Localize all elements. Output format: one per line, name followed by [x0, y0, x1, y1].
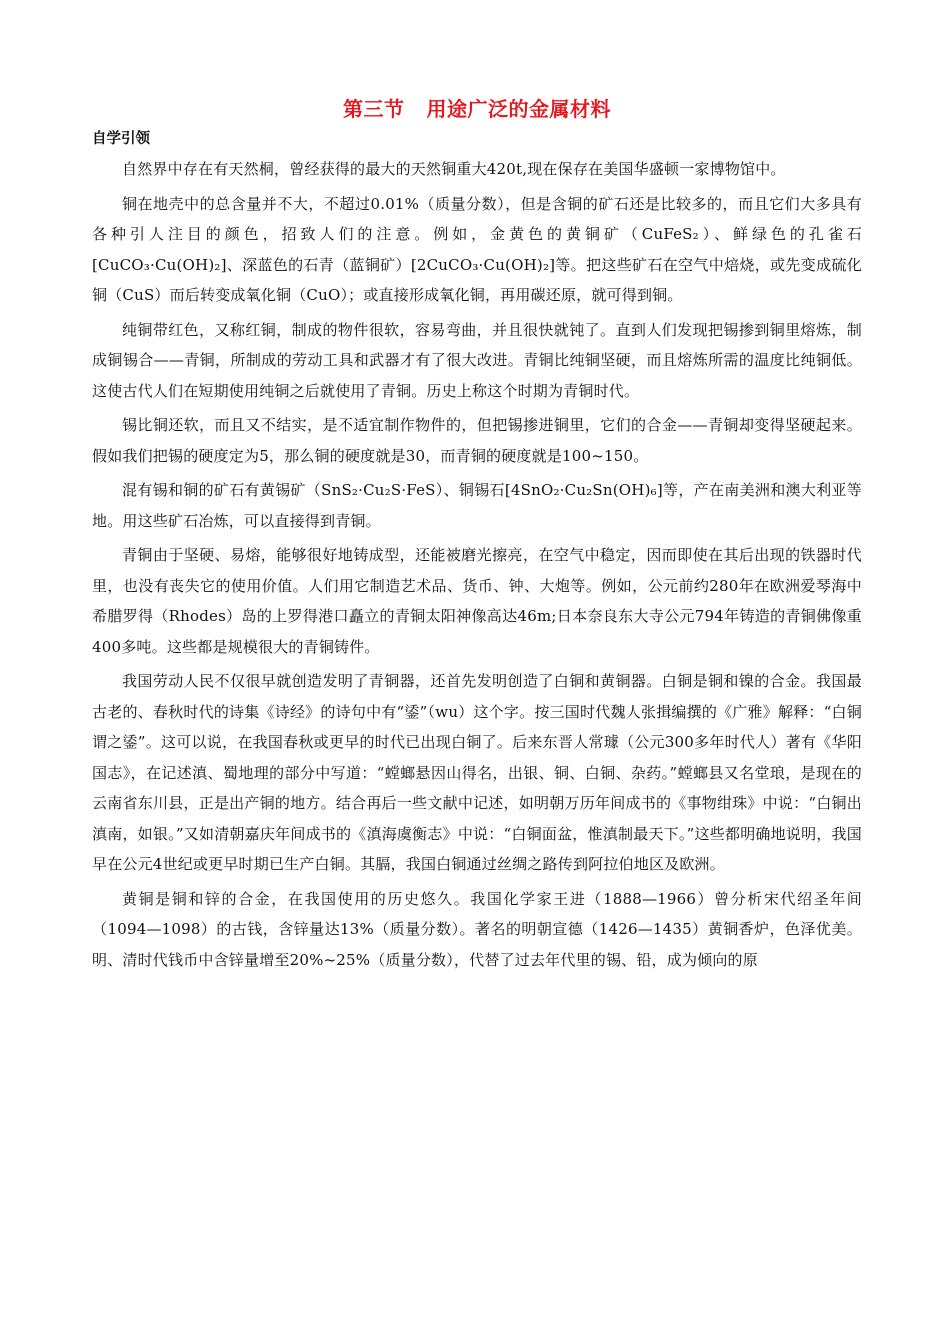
section-heading: 自学引领	[92, 131, 150, 147]
title-text: 用途广泛的金属材料	[426, 97, 611, 121]
paragraph-bronze-uses: 青铜由于坚硬、易熔，能够很好地铸成型，还能被磨光擦亮，在空气中稳定，因而即使在其后出现的铁器时代里，也没有丧失它的使用价值。人们用它制造艺术品、货币、钟、大炮等。例如，公元前约280年在欧洲爱琴海中希腊罗得（Rhodes）岛的上罗得港口矗立的青铜太阳神像高达46m;日本奈良东大寺公元794年铸造的青铜佛像重400多吨。这些都是规模很大的青铜铸件。	[92, 546, 862, 656]
paragraph-tin-hardness: 锡比铜还软，而且又不结实，是不适宜制作物件的，但把锡掺进铜里，它们的合金——青铜却变得坚硬起来。假如我们把锡的硬度定为5，那么铜的硬度就是30，而青铜的硬度就是100~150。	[92, 416, 862, 465]
page-title	[92, 96, 862, 122]
paragraph-natural-copper: 自然界中存在有天然桐，曾经获得的最大的天然铜重大420t,现在保存在美国华盛顿一家博物馆中。	[122, 160, 786, 178]
paragraph-copper-ores: 铜在地壳中的总含量并不大，不超过0.01%（质量分数），但是含铜的矿石还是比较多的，而且它们大多具有各种引人注目的颜色，招致人们的注意。例如，金黄色的黄铜矿（CuFeS₂）、鲜绿色的孔雀石[CuCO₃·Cu(OH)₂]、深蓝色的石青（蓝铜矿）[2CuCO₃·Cu(OH)₂]等。把这些矿石在空气中焙烧，或先变成硫化铜（CuS）而后转变成氧化铜（CuO）；或直接形成氧化铜，再用碳还原，就可得到铜。	[92, 194, 862, 304]
paragraph-tin-copper-ores: 混有锡和铜的矿石有黄锡矿（SnS₂·Cu₂S·FeS）、铜锡石[4SnO₂·Cu₂Sn(OH)₆]等，产在南美洲和澳大利亚等地。用这些矿石冶炼，可以直接得到青铜。	[92, 481, 862, 530]
paragraph-pure-copper: 纯铜带红色，又称红铜，制成的物件很软，容易弯曲，并且很快就钝了。直到人们发现把锡掺到铜里熔炼，制成铜锡合——青铜，所制成的劳动工具和武器才有了很大改进。青铜比纯铜坚硬，而且熔炼所需的温度比纯铜低。这使古代人们在短期使用纯铜之后就使用了青铜。历史上称这个时期为青铜时代。	[92, 320, 862, 400]
title-section-number: 第三节	[343, 97, 405, 121]
document-page	[92, 96, 862, 975]
paragraph-white-copper: 我国劳动人民不仅很早就创造发明了青铜器，还首先发明创造了白铜和黄铜器。白铜是铜和镍的合金。我国最古老的、春秋时代的诗集《诗经》的诗句中有“鋈”（wu）这个字。按三国时代魏人张揖编撰的《广雅》解释：“白铜谓之鋈”。这可以说，在我国春秋或更早的时代已出现白铜了。后来东晋人常璩（公元300多年时代人）著有《华阳国志》，在记述滇、蜀地理的部分中写道：“螳螂悬因山得名，出银、铜、白铜、杂药。”螳螂县又名堂琅，是现在的云南省东川县，正是出产铜的地方。结合再后一些文献中记述，如明朝万历年间成书的《事物绀珠》中说：“白铜出滇南，如银。”又如清朝嘉庆年间成书的《滇海虞衡志》中说：“白铜面盆，惟滇制最天下。”这些都明确地说明，我国早在公元4世纪或更早时期已生产白铜。其膈，我国白铜通过丝绸之路传到阿拉伯地区及欧洲。	[92, 672, 862, 873]
paragraph-brass: 黄铜是铜和锌的合金，在我国使用的历史悠久。我国化学家王进（1888—1966）曾分析宋代绍圣年间（1094—1098）的古钱，含锌量达13%（质量分数）。著名的明朝宣德（1426—1435）黄铜香炉，色泽优美。明、清时代钱币中含锌量增至20%~25%（质量分数），代替了过去年代里的锡、铅，成为倾向的原	[92, 889, 862, 969]
